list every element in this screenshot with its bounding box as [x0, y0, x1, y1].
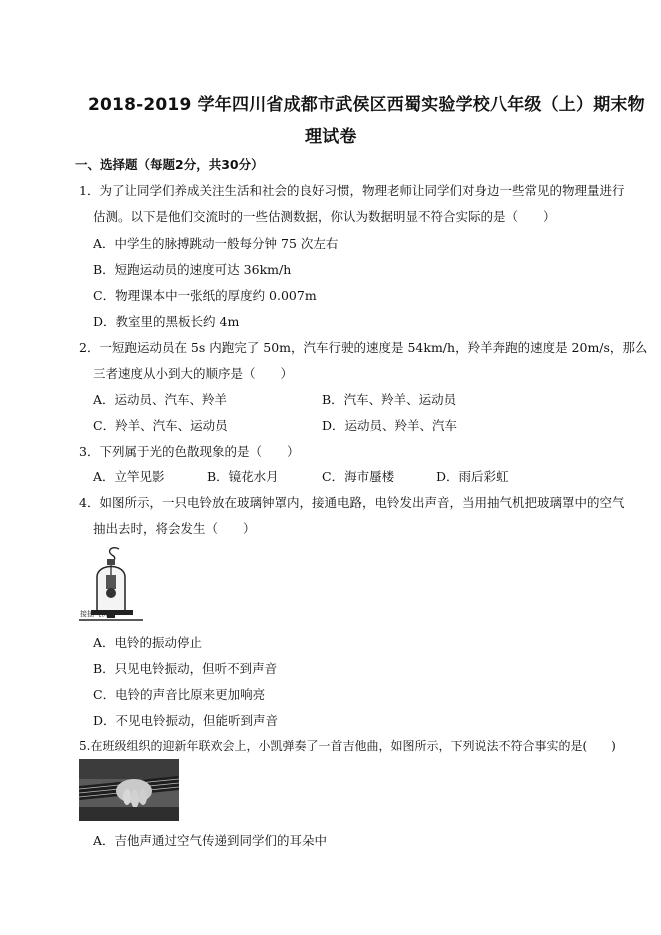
q4-stem-line1: 4．如图所示，一只电铃放在玻璃钟罩内，接通电路，电铃发出声音，当用抽气机把玻璃罩中的空气 — [79, 495, 625, 510]
q3-stem-line1: 3．下列属于光的色散现象的是（ ） — [79, 444, 300, 459]
q2-option-c: C．羚羊、汽车、运动员 — [93, 418, 228, 433]
q5-option-a: A．吉他声通过空气传递到同学们的耳朵中 — [93, 833, 328, 848]
q1-option-b: B．短跑运动员的速度可达 36km/h — [93, 262, 292, 277]
q4-option-c: C．电铃的声音比原来更加响亮 — [93, 687, 266, 702]
q4-option-b: B．只见电铃振动，但听不到声音 — [93, 661, 278, 676]
q1-stem-line1: 1．为了让同学们养成关注生活和社会的良好习惯，物理老师让同学们对身边一些常见的物理量进行 — [79, 183, 625, 198]
q5-stem-line1: 5.在班级组织的迎新年联欢会上，小凯弹奏了一首吉他曲，如图所示，下列说法不符合事实的是( ) — [79, 739, 616, 753]
bell-jar-figure — [79, 545, 143, 623]
q4-stem-line2: 抽出去时，将会发生（ ） — [93, 521, 256, 536]
q1-option-a: A．中学生的脉搏跳动一般每分钟 75 次左右 — [93, 236, 339, 251]
q1-option-c: C．物理课本中一张纸的厚度约 0.007m — [93, 288, 317, 303]
q1-option-d: D．教室里的黑板长约 4m — [93, 314, 240, 329]
q2-stem-line2: 三者速度从小到大的顺序是（ ） — [93, 366, 294, 381]
section-heading: 一、选择题（每题2分，共30分） — [75, 157, 264, 172]
q2-option-d: D．运动员、羚羊、汽车 — [322, 418, 458, 433]
q2-option-b: B．汽车、羚羊、运动员 — [322, 392, 457, 407]
bell-jar-caption: 接抽气机 — [80, 610, 108, 618]
page-title-line1: 2018-2019 学年四川省成都市武侯区西蜀实验学校八年级（上）期末物 — [88, 95, 645, 115]
q4-option-d: D．不见电铃振动，但能听到声音 — [93, 713, 279, 728]
q4-option-a: A．电铃的振动停止 — [93, 635, 203, 650]
q3-option-a: A．立竿见影 — [93, 469, 165, 484]
q3-option-c: C．海市蜃楼 — [322, 469, 395, 484]
q3-option-b: B．镜花水月 — [207, 469, 279, 484]
guitar-photo — [79, 759, 179, 821]
guitar-photo-illustration — [79, 759, 179, 821]
q2-option-a: A．运动员、汽车、羚羊 — [93, 392, 228, 407]
q2-stem-line1: 2．一短跑运动员在 5s 内跑完了 50m，汽车行驶的速度是 54km/h，羚羊奔跑的速度是 20m/s，那么 — [79, 340, 648, 355]
q1-stem-line2: 估测。以下是他们交流时的一些估测数据，你认为数据明显不符合实际的是（ ） — [93, 209, 556, 224]
page-title-line2: 理试卷 — [305, 127, 357, 147]
q3-option-d: D．雨后彩虹 — [436, 469, 509, 484]
